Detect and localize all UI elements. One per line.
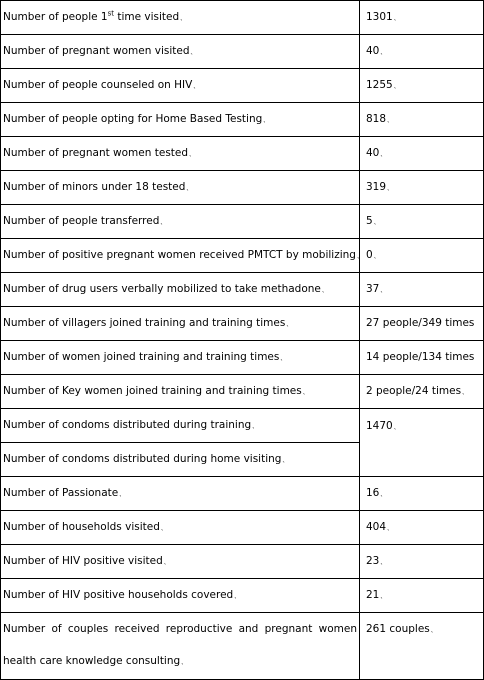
value-text: 5 bbox=[366, 214, 373, 227]
label-text: Number of villagers joined training and training times bbox=[3, 316, 286, 329]
label-text: Number of Key women joined training and training times bbox=[3, 384, 302, 397]
label-text: Number of positive pregnant women received PMTCT by mobilizing bbox=[3, 248, 356, 261]
row-label bbox=[1, 579, 360, 613]
enumeration-mark: 、 bbox=[380, 592, 387, 600]
enumeration-mark: 、 bbox=[234, 592, 241, 600]
label-text: Number of pregnant women tested bbox=[3, 146, 189, 159]
table-row bbox=[1, 409, 484, 443]
row-value bbox=[360, 579, 484, 613]
enumeration-mark: 、 bbox=[356, 252, 363, 260]
table-row bbox=[1, 341, 484, 375]
enumeration-mark: 、 bbox=[321, 286, 328, 294]
enumeration-mark: 、 bbox=[181, 659, 188, 666]
label-text: Number of people 1 bbox=[3, 10, 108, 23]
label-text: Number of households visited bbox=[3, 520, 160, 533]
label-line bbox=[3, 613, 359, 645]
value-text: 37 bbox=[366, 282, 380, 295]
label-text: Number of drug users verbally mobilized to take methadone bbox=[3, 282, 321, 295]
enumeration-mark: 、 bbox=[393, 82, 400, 90]
label-line bbox=[3, 645, 359, 679]
row-value bbox=[360, 477, 484, 511]
row-value bbox=[360, 205, 484, 239]
enumeration-mark: 、 bbox=[119, 490, 126, 498]
table-row bbox=[1, 375, 484, 409]
row-value bbox=[360, 273, 484, 307]
label-text: Number of condoms distributed during training bbox=[3, 418, 252, 431]
label-text: Number of women joined training and training times bbox=[3, 350, 280, 363]
value-text: 21 bbox=[366, 588, 380, 601]
enumeration-mark: 、 bbox=[373, 252, 380, 260]
enumeration-mark: 、 bbox=[252, 422, 259, 430]
row-label bbox=[1, 511, 360, 545]
row-value bbox=[360, 375, 484, 409]
table-row bbox=[1, 103, 484, 137]
enumeration-mark: 、 bbox=[393, 424, 400, 431]
enumeration-mark: 、 bbox=[373, 218, 380, 226]
row-label bbox=[1, 1, 360, 35]
table-row bbox=[1, 137, 484, 171]
enumeration-mark: 、 bbox=[280, 354, 287, 362]
label-text: health care knowledge consulting bbox=[3, 655, 181, 667]
enumeration-mark: 、 bbox=[190, 48, 197, 56]
row-label bbox=[1, 409, 360, 443]
enumeration-mark: 、 bbox=[387, 184, 394, 192]
row-label bbox=[1, 239, 363, 273]
label-text: Number of Passionate bbox=[3, 486, 119, 499]
row-value bbox=[360, 1, 484, 35]
table-row bbox=[1, 307, 484, 341]
table-row bbox=[1, 69, 484, 103]
label-text: time visited bbox=[114, 10, 180, 23]
row-label bbox=[1, 205, 360, 239]
row-label bbox=[1, 137, 360, 171]
label-text: Number of couples received reproductive and pregnant women bbox=[3, 623, 357, 635]
enumeration-mark: 、 bbox=[387, 116, 394, 124]
enumeration-mark: 、 bbox=[380, 558, 387, 566]
value-text: 1301 bbox=[366, 10, 393, 23]
enumeration-mark: 、 bbox=[380, 286, 387, 294]
row-value bbox=[360, 137, 484, 171]
value-text: 0 bbox=[366, 248, 373, 261]
enumeration-mark: 、 bbox=[189, 150, 196, 158]
table-row bbox=[1, 1, 484, 35]
row-label bbox=[1, 477, 360, 511]
enumeration-mark: 、 bbox=[430, 627, 437, 634]
enumeration-mark: 、 bbox=[393, 14, 400, 22]
table-row bbox=[1, 477, 484, 511]
label-text: Number of HIV positive households covered bbox=[3, 588, 234, 601]
row-label bbox=[1, 341, 360, 375]
row-value bbox=[360, 613, 484, 680]
superscript-text: st bbox=[107, 9, 114, 17]
row-label bbox=[1, 35, 360, 69]
table-row bbox=[1, 579, 484, 613]
row-label bbox=[1, 273, 360, 307]
enumeration-mark: 、 bbox=[163, 558, 170, 566]
table-row bbox=[1, 511, 484, 545]
row-label bbox=[1, 171, 360, 205]
enumeration-mark: 、 bbox=[282, 456, 289, 464]
value-text: 27 people/349 times bbox=[366, 316, 475, 329]
row-label bbox=[1, 307, 360, 341]
value-text: 1470 bbox=[366, 420, 393, 432]
enumeration-mark: 、 bbox=[160, 218, 167, 226]
table-row bbox=[1, 35, 484, 69]
value-text: 818 bbox=[366, 112, 387, 125]
row-value bbox=[360, 307, 484, 341]
label-text: Number of people opting for Home Based Testing bbox=[3, 112, 263, 125]
row-label bbox=[1, 375, 360, 409]
table-row bbox=[1, 171, 484, 205]
value-text: 40 bbox=[366, 44, 380, 57]
label-text: Number of minors under 18 tested bbox=[3, 180, 186, 193]
enumeration-mark: 、 bbox=[186, 184, 193, 192]
row-value bbox=[360, 103, 484, 137]
label-text: Number of people counseled on HIV bbox=[3, 78, 193, 91]
enumeration-mark: 、 bbox=[263, 116, 270, 124]
value-text: 1255 bbox=[366, 78, 393, 91]
enumeration-mark: 、 bbox=[387, 524, 394, 532]
enumeration-mark: 、 bbox=[180, 14, 187, 22]
row-label bbox=[1, 613, 360, 680]
row-value bbox=[360, 409, 484, 477]
value-text: 40 bbox=[366, 146, 380, 159]
label-text: Number of condoms distributed during home visiting bbox=[3, 452, 282, 465]
enumeration-mark: 、 bbox=[160, 524, 167, 532]
enumeration-mark: 、 bbox=[380, 150, 387, 158]
enumeration-mark: 、 bbox=[302, 388, 309, 396]
table-row bbox=[1, 239, 484, 273]
value-text: 14 people/134 times bbox=[366, 350, 475, 363]
row-label bbox=[1, 443, 360, 477]
enumeration-mark: 、 bbox=[380, 490, 387, 498]
row-value bbox=[360, 239, 484, 273]
row-value bbox=[360, 511, 484, 545]
table-row bbox=[1, 545, 484, 579]
row-value bbox=[360, 35, 484, 69]
row-label bbox=[1, 545, 360, 579]
table-row bbox=[1, 205, 484, 239]
value-text: 404 bbox=[366, 520, 387, 533]
row-label bbox=[1, 69, 360, 103]
enumeration-mark: 、 bbox=[193, 82, 200, 90]
value-text: 261 couples bbox=[366, 623, 430, 635]
value-text: 23 bbox=[366, 554, 380, 567]
table-row bbox=[1, 613, 484, 680]
label-text: Number of pregnant women visited bbox=[3, 44, 190, 57]
row-value bbox=[360, 545, 484, 579]
table-row bbox=[1, 273, 484, 307]
label-text: Number of people transferred bbox=[3, 214, 160, 227]
enumeration-mark: 、 bbox=[286, 320, 293, 328]
row-value bbox=[360, 171, 484, 205]
enumeration-mark: 、 bbox=[462, 388, 469, 396]
enumeration-mark: 、 bbox=[380, 48, 387, 56]
value-text: 319 bbox=[366, 180, 387, 193]
value-text: 16 bbox=[366, 486, 380, 499]
row-label bbox=[1, 103, 360, 137]
row-value bbox=[360, 341, 484, 375]
label-text: Number of HIV positive visited bbox=[3, 554, 163, 567]
row-value bbox=[360, 69, 484, 103]
value-text: 2 people/24 times bbox=[366, 384, 462, 397]
